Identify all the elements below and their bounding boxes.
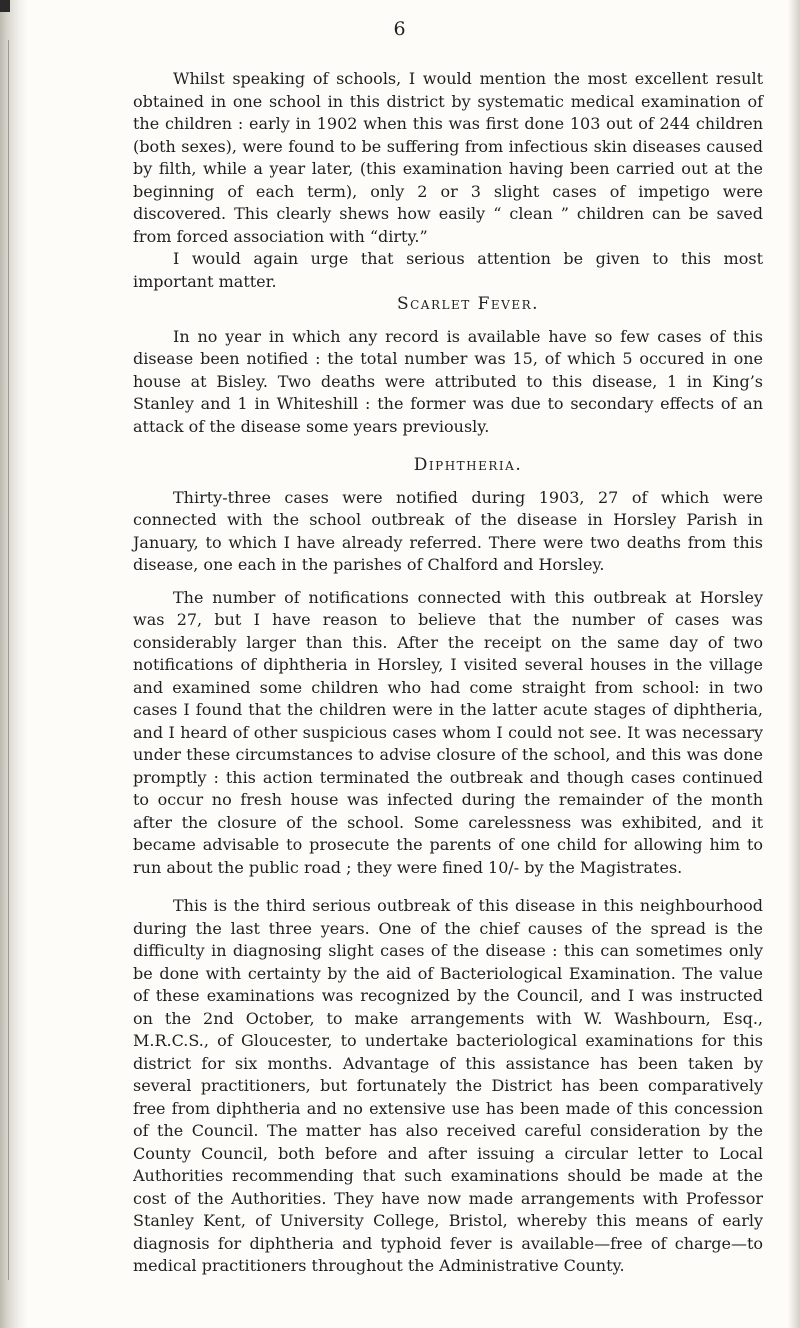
spacer [133, 438, 763, 454]
diphtheria-heading: Diphtheria. [413, 455, 523, 475]
diphtheria-paragraph-3: This is the third serious outbreak of this disease in this neighbourhood during the last three years. One of the chief causes of the spread is the difficulty in diagnosing slight cases of the disease : this can sometimes only be done with certainty by the aid of Bacteriological Examination. The value of these examinations was recognized by the Council, and I was instructed on the 2nd October, to make arrangements with W. Washbourn, Esq., M.R.C.S., of Gloucester, to undertake bacteriological examinations for this district for six months. Advantage of this assistance has been taken by several practitioners, but fortunately the District has been comparatively free from diphtheria and no extensive use has been made of this concession of the Council. The matter has also received careful consideration by the County Council, both before and after issuing a circular letter to Local Authorities recommending that such examinations should be made at the cost of the Authorities. They have now made arrangements with Professor Stanley Kent, of University College, Bristol, whereby this means of early diagnosis for diphtheria and typhoid fever is available—free of charge—to medical practitioners throughout the Administrative County. [133, 896, 763, 1275]
page-binding-edge [8, 40, 9, 1280]
scarlet-fever-paragraph-1: In no year in which any record is available have so few cases of this disease been notified : the total number was 15, of which 5 occured in one house at Bisley. Two deaths were attributed to this disease, 1 in King’s Stanley and 1 in Whiteshill : the former was due to secondary effects of an attack of the disease some years previously. [133, 326, 763, 436]
schools-paragraph-1: Whilst speaking of schools, I would mention the most excellent result obtained in one school in this district by systematic medical examination of the children : early in 1902 when this was first done 103 out of 244 children (both sexes), were found to be suffering from infectious skin diseases caused by filth, while a year later, (this examination having been carried out at the beginning of each term), only 2 or 3 slight cases of impetigo were discovered. This clearly shews how easily “ clean ” children can be saved from forced association with “dirty.” [133, 69, 763, 246]
diphtheria-paragraph-2: The number of notifications connected with this outbreak at Horsley was 27, but I have reason to believe that the number of cases was considerably larger than this. After the receipt on the same day of two notifications of diphtheria in Horsley, I visited several houses in the village and examined some children who had come straight from school: in two cases I found that the children were in the latter acute stages of diphtheria, and I heard of other suspicious cases whom I could not see. It was necessary under these circumstances to advise closure of the school, and this was done promptly : this action terminated the outbreak and though cases continued to occur no fresh house was infected during the remainder of the month after the closure of the school. Some carelessness was exhibited, and it became advisable to prosecute the parents of one child for allowing him to run about the public road ; they were fined 10/- by the Magistrates. [133, 587, 763, 877]
spacer [133, 577, 763, 587]
scarlet-fever-heading: Scarlet Fever. [396, 294, 540, 314]
scan-corner-mark [0, 0, 10, 12]
schools-paragraph-2: I would again urge that serious attention be given to this most important matter. [133, 249, 763, 291]
page-binding-shadow [0, 0, 28, 1328]
page-edge-shadow [788, 0, 800, 1328]
spacer [133, 879, 763, 895]
spacer [133, 477, 763, 487]
page-body [133, 68, 763, 1278]
page-number: 6 [393, 18, 407, 40]
spacer [133, 316, 763, 326]
diphtheria-paragraph-1: Thirty-three cases were notified during 1903, 27 of which were connected with the school outbreak of the disease in Horsley Parish in January, to which I have already referred. There were two deaths from this disease, one each in the parishes of Chalford and Horsley. [133, 487, 763, 574]
